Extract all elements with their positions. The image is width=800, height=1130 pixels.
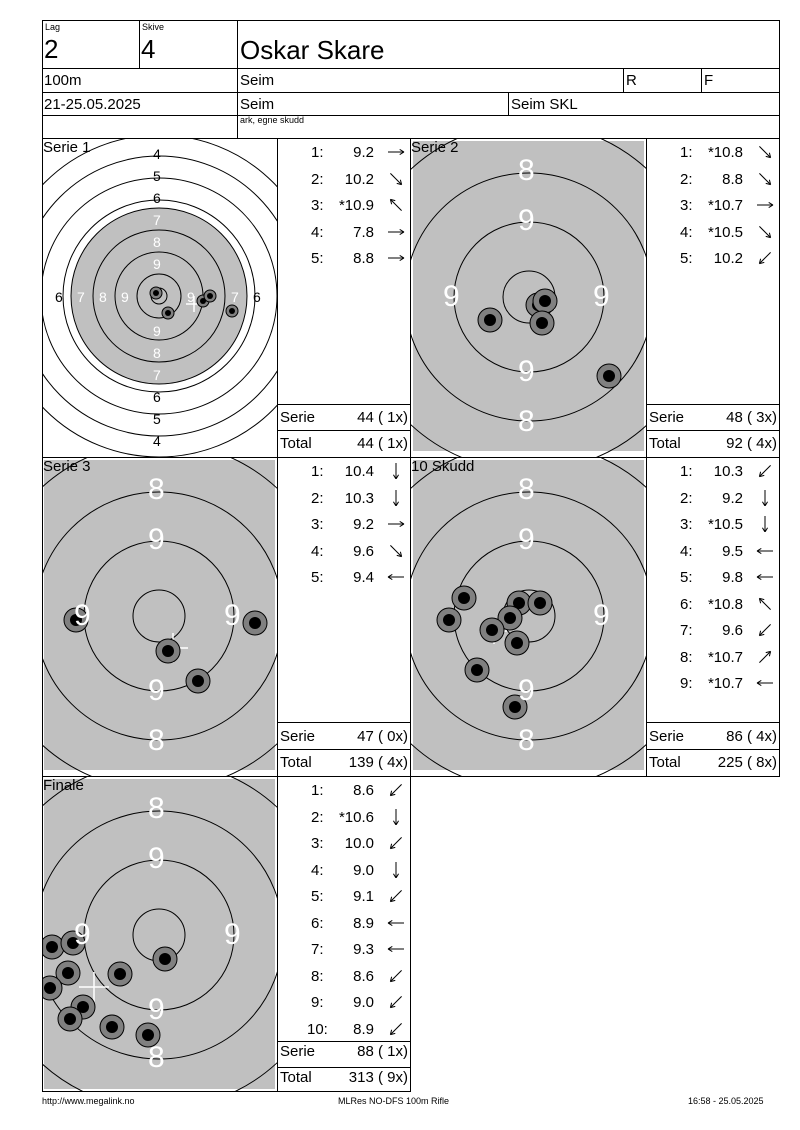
shot-score: *10.7: [707, 675, 743, 692]
ring-label: 9: [518, 523, 535, 556]
shot-number: 4:: [311, 861, 324, 879]
direction-arrow-icon: [386, 171, 406, 187]
direction-arrow-icon: [755, 622, 775, 638]
shot-score: 9.8: [722, 569, 743, 586]
shot-number: 2:: [311, 170, 324, 188]
ring-label: 6: [253, 289, 261, 305]
direction-arrow-icon: [755, 171, 775, 187]
score-column-serie-2: [647, 139, 779, 457]
shot-number: 3:: [680, 516, 693, 533]
shot-number: 1:: [311, 782, 324, 799]
shot-number: 3:: [311, 516, 324, 533]
ring-label: 8: [148, 792, 165, 825]
direction-arrow-icon: [386, 197, 406, 213]
shooter-name: Oskar Skare: [240, 35, 385, 65]
shot-number: 1:: [680, 463, 693, 480]
direction-arrow-icon: [755, 675, 775, 691]
target-serie-2: [411, 139, 646, 457]
direction-arrow-icon: [386, 835, 406, 851]
ring-label: 9: [74, 918, 91, 951]
direction-arrow-icon: [386, 941, 406, 957]
shot-score: 10.0: [344, 835, 374, 852]
direction-arrow-icon: [755, 649, 775, 665]
ring-label: 4: [153, 433, 161, 449]
ring-label: 9: [593, 280, 610, 313]
ring-label: 6: [153, 190, 161, 206]
total-value: 92 ( 4x): [726, 435, 777, 452]
direction-arrow-icon: [386, 224, 406, 240]
direction-arrow-icon: [755, 250, 775, 266]
shot-number: 2:: [311, 808, 324, 826]
place: Seim: [240, 96, 275, 113]
shot-number: 6:: [311, 914, 324, 932]
panel-title: 10 Skudd: [411, 458, 475, 475]
target-serie-3: [43, 458, 277, 776]
ring-label: 9: [593, 599, 610, 632]
ring-label: 9: [224, 918, 241, 951]
shot-score: *10.9: [338, 197, 374, 214]
direction-arrow-icon: [386, 888, 406, 904]
lag-value: 2: [44, 34, 59, 64]
shot-score: 9.2: [353, 516, 374, 533]
shot-number: 5:: [680, 250, 693, 267]
direction-arrow-icon: [386, 463, 406, 479]
serie-label: Serie: [280, 1043, 316, 1060]
shot-score: *10.8: [707, 144, 743, 161]
ring-label: 8: [148, 724, 165, 757]
direction-arrow-icon: [386, 250, 406, 266]
shot-score: 9.6: [722, 622, 743, 639]
ring-label: 8: [518, 724, 535, 757]
ring-label: 6: [153, 389, 161, 405]
footer-url: http://www.megalink.no: [42, 1096, 135, 1106]
shot-score: 8.9: [353, 1020, 374, 1038]
shot-score: 10.2: [344, 170, 374, 188]
target-10-skudd: [411, 458, 646, 776]
shot-number: 5:: [311, 888, 324, 905]
shot-score: 9.5: [722, 542, 743, 560]
total-label: Total: [280, 1069, 312, 1086]
ring-label: 9: [121, 289, 129, 305]
ring-label: 5: [153, 411, 161, 427]
shot-score: *10.7: [707, 648, 743, 666]
r-label: R: [626, 72, 637, 89]
ring-label: 9: [518, 674, 535, 707]
direction-arrow-icon: [386, 862, 406, 878]
shot-score: 7.8: [353, 223, 374, 241]
direction-arrow-icon: [386, 1021, 406, 1037]
shot-number: 5:: [311, 250, 324, 267]
shot-score: *10.7: [707, 197, 743, 214]
serie-value: 48 ( 3x): [726, 409, 777, 426]
shot-number: 3:: [311, 197, 324, 214]
shot-number: 1:: [311, 463, 324, 480]
ring-label: 7: [153, 212, 161, 228]
ring-label: 9: [518, 355, 535, 388]
direction-arrow-icon: [755, 596, 775, 612]
direction-arrow-icon: [386, 516, 406, 532]
shot-score: *10.6: [338, 808, 374, 826]
shot-number: 8:: [311, 967, 324, 985]
f-label: F: [704, 72, 714, 89]
shot-score: 8.8: [722, 170, 743, 188]
shot-score: 9.1: [353, 888, 374, 905]
ring-label: 8: [518, 154, 535, 187]
total-label: Total: [280, 754, 312, 771]
shot-number: 2:: [311, 489, 324, 507]
shot-score: 10.2: [713, 250, 743, 267]
serie-label: Serie: [280, 409, 316, 426]
shot-score: 9.0: [353, 994, 374, 1011]
direction-arrow-icon: [755, 197, 775, 213]
ring-label: 8: [148, 473, 165, 506]
skive-value: 4: [141, 34, 156, 64]
ring-label: 8: [148, 1041, 165, 1074]
shot-score: 10.3: [713, 463, 743, 480]
shot-score: 10.4: [344, 463, 374, 480]
serie-label: Serie: [280, 728, 316, 745]
direction-arrow-icon: [386, 490, 406, 506]
total-label: Total: [649, 435, 681, 452]
shot-number: 9:: [311, 994, 324, 1011]
shot-number: 7:: [680, 622, 693, 639]
target-serie-1: [43, 139, 277, 457]
shot-score: *10.8: [707, 595, 743, 613]
shot-number: 4:: [680, 542, 693, 560]
ring-label: 4: [153, 146, 161, 162]
shot-score: 9.2: [353, 144, 374, 161]
ring-label: 8: [153, 234, 161, 250]
shot-number: 8:: [680, 648, 693, 666]
ring-label: 9: [518, 204, 535, 237]
date: 21-25.05.2025: [44, 96, 141, 113]
direction-arrow-icon: [386, 543, 406, 559]
ring-label: 8: [518, 473, 535, 506]
lag-label: Lag: [45, 22, 61, 32]
panel-title: Serie 1: [43, 139, 91, 156]
total-value: 139 ( 4x): [348, 754, 408, 771]
shot-score: *10.5: [707, 223, 743, 241]
ring-label: 9: [74, 599, 91, 632]
note: ark, egne skudd: [240, 115, 305, 125]
score-column-serie-3: [278, 458, 410, 776]
shot-score: 9.6: [353, 542, 374, 560]
ring-label: 7: [231, 289, 239, 305]
ring-label: 8: [518, 405, 535, 438]
shot-number: 4:: [680, 223, 693, 241]
shot-number: 7:: [311, 941, 324, 958]
serie-value: 88 ( 1x): [357, 1043, 408, 1060]
shot-score: 8.9: [353, 914, 374, 932]
ring-label: 6: [55, 289, 63, 305]
direction-arrow-icon: [755, 569, 775, 585]
direction-arrow-icon: [386, 994, 406, 1010]
serie-value: 44 ( 1x): [357, 409, 408, 426]
distance: 100m: [44, 72, 82, 89]
footer-timestamp: 16:58 - 25.05.2025: [688, 1096, 764, 1106]
shot-score: 8.6: [353, 967, 374, 985]
score-column-serie-1: [278, 139, 410, 457]
ring-label: 9: [224, 599, 241, 632]
shot-number: 3:: [311, 835, 324, 852]
shot-number: 1:: [680, 144, 693, 161]
direction-arrow-icon: [386, 809, 406, 825]
ring-label: 7: [77, 289, 85, 305]
ring-label: 9: [153, 323, 161, 339]
shot-score: *10.5: [707, 516, 743, 533]
score-column-10-skudd: [647, 458, 779, 776]
total-label: Total: [280, 435, 312, 452]
direction-arrow-icon: [755, 463, 775, 479]
ring-label: 9: [148, 674, 165, 707]
shot-score: 9.3: [353, 941, 374, 958]
serie-value: 86 ( 4x): [726, 728, 777, 745]
shot-number: 6:: [680, 595, 693, 613]
direction-arrow-icon: [755, 224, 775, 240]
direction-arrow-icon: [386, 569, 406, 585]
shot-number: 4:: [311, 223, 324, 241]
shot-number: 1:: [311, 144, 324, 161]
shot-number: 2:: [680, 489, 693, 507]
total-value: 313 ( 9x): [348, 1069, 408, 1086]
panel-title: Serie 2: [411, 139, 459, 156]
shot-number: 5:: [311, 569, 324, 586]
serie-value: 47 ( 0x): [357, 728, 408, 745]
shot-score: 9.0: [353, 861, 374, 879]
ring-label: 9: [148, 993, 165, 1026]
ring-label: 9: [187, 289, 195, 305]
shot-number: 2:: [680, 170, 693, 188]
ring-label: 9: [148, 523, 165, 556]
ring-label: 5: [153, 168, 161, 184]
shot-number: 3:: [680, 197, 693, 214]
direction-arrow-icon: [755, 490, 775, 506]
total-value: 225 ( 8x): [717, 754, 777, 771]
event: Seim SKL: [511, 96, 578, 113]
footer-program: MLRes NO-DFS 100m Rifle: [338, 1096, 450, 1106]
ring-label: 9: [443, 280, 460, 313]
skive-label: Skive: [142, 22, 165, 32]
shot-score: 8.6: [353, 782, 374, 799]
shot-number: 4:: [311, 542, 324, 560]
total-label: Total: [649, 754, 681, 771]
shot-number: 10:: [307, 1020, 328, 1038]
shot-score: 9.4: [353, 569, 374, 586]
panel-title: Serie 3: [43, 458, 91, 475]
direction-arrow-icon: [755, 543, 775, 559]
shot-score: 9.2: [722, 489, 743, 507]
direction-arrow-icon: [755, 516, 775, 532]
total-value: 44 ( 1x): [357, 435, 408, 452]
serie-label: Serie: [649, 728, 685, 745]
ring-label: 9: [153, 256, 161, 272]
ring-label: 8: [153, 345, 161, 361]
direction-arrow-icon: [386, 968, 406, 984]
club: Seim: [240, 72, 275, 89]
direction-arrow-icon: [755, 144, 775, 160]
ring-label: 8: [99, 289, 107, 305]
shot-number: 9:: [680, 675, 693, 692]
shot-number: 5:: [680, 569, 693, 586]
shot-score: 10.3: [344, 489, 374, 507]
ring-label: 9: [148, 842, 165, 875]
ring-label: 7: [153, 367, 161, 383]
score-column-finale: [278, 777, 410, 1091]
direction-arrow-icon: [386, 782, 406, 798]
direction-arrow-icon: [386, 144, 406, 160]
direction-arrow-icon: [386, 915, 406, 931]
shot-score: 8.8: [353, 250, 374, 267]
serie-label: Serie: [649, 409, 685, 426]
panel-title: Finale: [43, 777, 84, 794]
target-finale: [43, 777, 277, 1091]
